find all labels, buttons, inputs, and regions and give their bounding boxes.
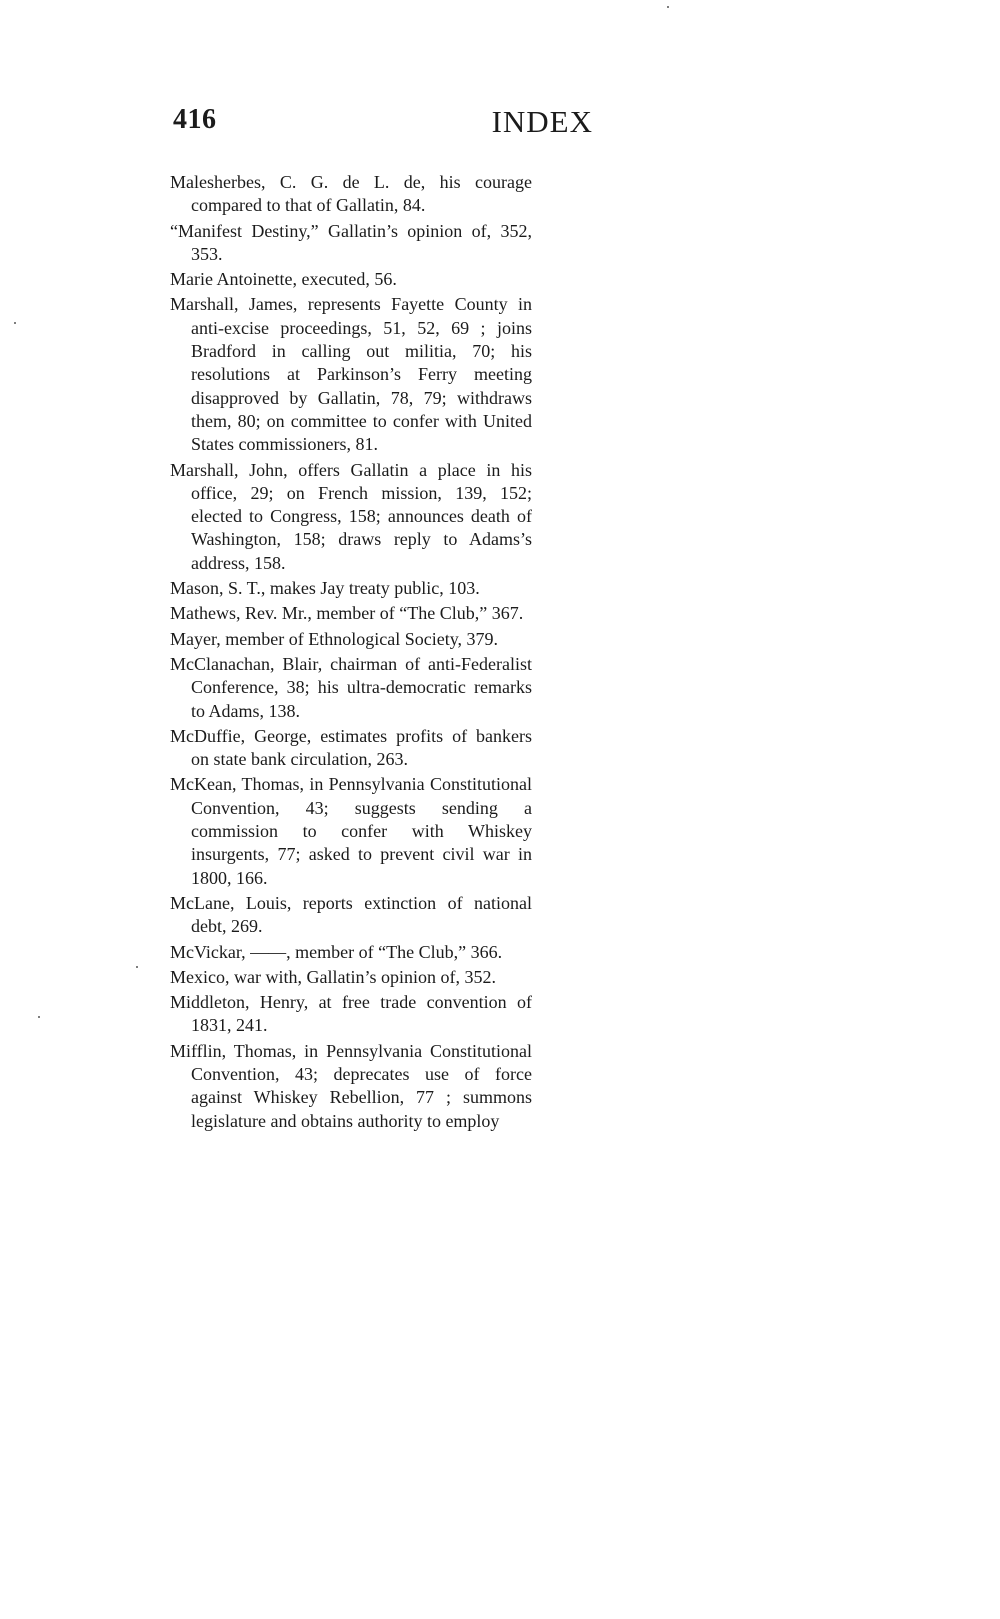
index-entry: “Manifest Destiny,” Gallatin’s opinion of, 352, 353.: [170, 220, 532, 264]
scan-speck: [136, 966, 138, 968]
page-header: [173, 104, 593, 148]
scan-speck: [14, 322, 16, 324]
index-entry: Marshall, John, offers Gallatin a place in his office, 29; on French mission, 139, 152; elected to Congress, 158; announces death of Washington, 158; draws reply to Adams’s address, 158.: [170, 459, 532, 573]
index-entry: Marshall, James, represents Fayette County in anti-excise proceedings, 51, 52, 69 ; joins Bradford in calling out militia, 70; his resolutions at Parkinson’s Ferry meeting disapproved by Gallatin, 78, 79; withdraws them, 80; on committee to confer with United States commissioners, 81.: [170, 294, 532, 455]
index-entries: [170, 171, 532, 1135]
scan-speck: [667, 6, 669, 8]
index-entry: Mayer, member of Ethnological Society, 379.: [170, 628, 499, 649]
index-entry: Marie Antoinette, executed, 56.: [170, 269, 397, 290]
scan-speck: [38, 1016, 40, 1018]
index-entry: Mexico, war with, Gallatin’s opinion of, 352.: [170, 966, 496, 987]
index-entry: McClanachan, Blair, chairman of anti-Federalist Conference, 38; his ultra-democratic remarks to Adams, 138.: [170, 653, 532, 721]
index-entry: McVickar, ——, member of “The Club,” 366.: [170, 941, 503, 962]
index-entry: Mathews, Rev. Mr., member of “The Club,” 367.: [170, 603, 524, 624]
page-number: 416: [173, 104, 217, 135]
index-entry: Middleton, Henry, at free trade convention of 1831, 241.: [170, 992, 532, 1036]
index-entry: Mason, S. T., makes Jay treaty public, 103.: [170, 578, 480, 599]
running-head: INDEX: [491, 104, 593, 139]
index-entry: McKean, Thomas, in Pennsylvania Constitutional Convention, 43; suggests sending a commission to confer with Whiskey insurgents, 77; asked to prevent civil war in 1800, 166.: [170, 774, 532, 888]
index-entry: Mifflin, Thomas, in Pennsylvania Constitutional Convention, 43; deprecates use of force against Whiskey Rebellion, 77 ; summons legislature and obtains authority to employ: [170, 1040, 532, 1131]
index-entry: McLane, Louis, reports extinction of national debt, 269.: [170, 892, 532, 937]
index-entry: Malesherbes, C. G. de L. de, his courage compared to that of Gallatin, 84.: [170, 172, 532, 216]
index-entry: McDuffie, George, estimates profits of bankers on state bank circulation, 263.: [170, 725, 532, 770]
